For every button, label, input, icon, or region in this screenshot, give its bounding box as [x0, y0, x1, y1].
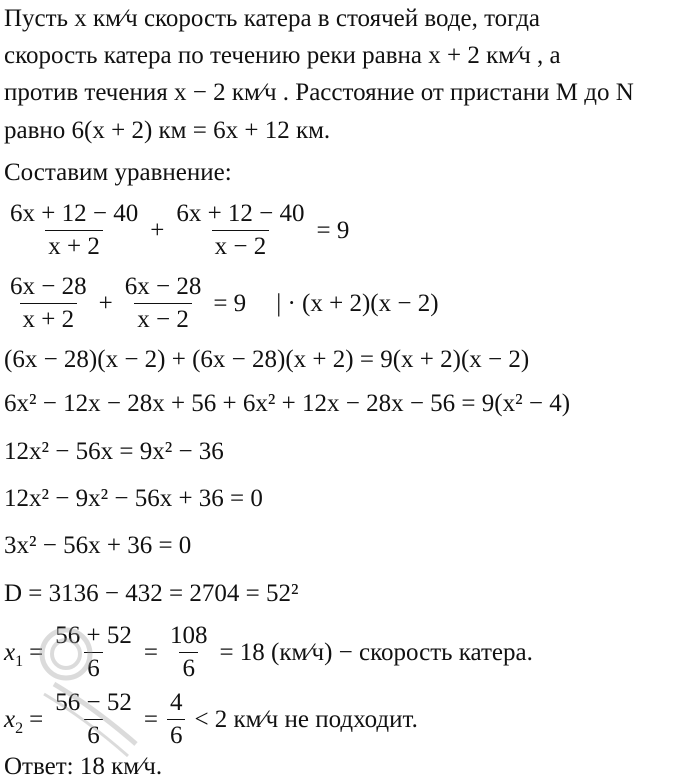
- equals-sign: =: [143, 705, 158, 733]
- denominator: 6: [179, 652, 198, 683]
- subscript: 2: [15, 719, 24, 737]
- numerator: 6x − 28: [10, 273, 87, 300]
- denominator: x + 2: [20, 303, 78, 334]
- fraction: [7, 200, 141, 261]
- rhs: = 9: [316, 216, 350, 244]
- plus-sign: +: [150, 216, 165, 244]
- equation-5: 12x² − 56x = 9x² − 36: [4, 438, 224, 465]
- multiplier-note: | · (x + 2)(x − 2): [276, 289, 439, 317]
- problem-line-1: Пусть x км⁄ч скорость катера в стоячей воде, тогда: [4, 5, 541, 32]
- fraction: [7, 273, 90, 334]
- numerator: 56 + 52: [55, 622, 132, 649]
- denominator: x − 2: [134, 303, 192, 334]
- denominator: 6: [84, 652, 103, 683]
- reshak-logo-watermark-icon: [36, 614, 156, 764]
- problem-line-4: равно 6(x + 2) км = 6x + 12 км.: [4, 117, 331, 144]
- compose-equation-label: Составим уравнение:: [4, 159, 232, 186]
- result: = 18 (км⁄ч) − скорость катера.: [219, 638, 533, 666]
- equation-2: [4, 272, 439, 334]
- plus-sign: +: [98, 289, 113, 317]
- denominator: x + 2: [45, 230, 103, 261]
- equation-1: [4, 199, 355, 261]
- equation-7: 3x² − 56x + 36 = 0: [4, 532, 192, 559]
- problem-line-2: скорость катера по течению реки равна x + 2 км⁄ч , а: [4, 42, 561, 69]
- fraction: [167, 689, 186, 750]
- numerator: 4: [169, 689, 183, 716]
- equation-6: 12x² − 9x² − 56x + 36 = 0: [4, 485, 263, 512]
- problem-line-3: против течения x − 2 км⁄ч . Расстояние от пристани M до N: [4, 79, 634, 106]
- rhs: = 9: [213, 289, 247, 317]
- equals-sign: =: [143, 638, 158, 666]
- subscript: 1: [15, 652, 24, 670]
- fraction: [122, 273, 205, 334]
- variable: x: [4, 638, 16, 666]
- numerator: 6x + 12 − 40: [176, 200, 305, 227]
- variable: x: [4, 705, 16, 733]
- numerator: 6x − 28: [124, 273, 202, 300]
- fraction: [167, 622, 211, 683]
- numerator: 6x + 12 − 40: [10, 200, 139, 227]
- discriminant-line: D = 3136 − 432 = 2704 = 52²: [4, 580, 299, 607]
- result: < 2 км⁄ч не подходит.: [194, 705, 418, 733]
- equals-sign: =: [29, 638, 44, 666]
- numerator: 108: [169, 622, 208, 649]
- answer-line: Ответ: 18 км⁄ч.: [4, 753, 163, 780]
- equals-sign: =: [29, 705, 44, 733]
- equation-3: (6x − 28)(x − 2) + (6x − 28)(x + 2) = 9(x + 2)(x − 2): [4, 346, 530, 373]
- denominator: 6: [84, 719, 103, 750]
- equation-4: 6x² − 12x − 28x + 56 + 6x² + 12x − 28x − 56 = 9(x² − 4): [4, 390, 571, 417]
- denominator: 6: [167, 719, 186, 750]
- fraction: [173, 200, 307, 261]
- numerator: 56 − 52: [55, 689, 132, 716]
- denominator: x − 2: [212, 230, 270, 261]
